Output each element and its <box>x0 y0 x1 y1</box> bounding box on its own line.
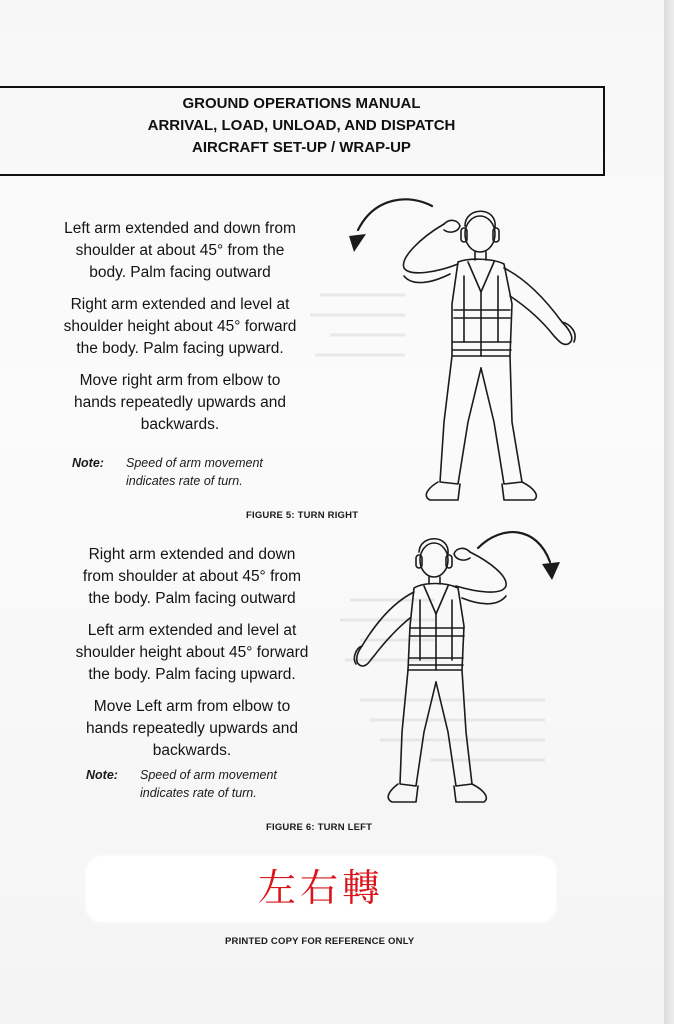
figure6-step-right-arm: Right arm extended and down from shoulder at about 45° from the body. Palm facing outward <box>82 546 302 607</box>
note-text: Speed of arm movement indicates rate of turn. <box>126 456 263 488</box>
figure6-caption: FIGURE 6: TURN LEFT <box>266 822 373 833</box>
note-label: Note: <box>72 456 104 470</box>
figure5-step-right-arm: Right arm extended and level at shoulder height about 45° forward the body. Palm facing upward. <box>63 296 297 357</box>
marshaller-turn-right-figure <box>340 192 580 512</box>
figure5-instructions <box>0 218 360 446</box>
note-label: Note: <box>86 768 118 782</box>
marshaller-turn-left-figure <box>352 522 592 822</box>
figure5-step-movement: Move right arm from elbow to hands repeatedly upwards and backwards. <box>74 372 286 433</box>
manual-header <box>0 86 605 176</box>
manual-title: GROUND OPERATIONS MANUAL <box>182 95 421 112</box>
figure6-instructions <box>12 544 372 772</box>
note-text: Speed of arm movement indicates rate of turn. <box>140 768 277 800</box>
figure6-step-movement: Move Left arm from elbow to hands repeatedly upwards and backwards. <box>86 698 298 759</box>
figure5-step-left-arm: Left arm extended and down from shoulder at about 45° from the body. Palm facing outward <box>64 220 296 281</box>
manual-subtitle: ARRIVAL, LOAD, UNLOAD, AND DISPATCH <box>147 117 456 134</box>
overlay-label-text: 左右轉 <box>257 866 384 910</box>
manual-section-title: AIRCRAFT SET-UP / WRAP-UP <box>192 139 411 156</box>
figure6-step-left-arm: Left arm extended and level at shoulder height about 45° forward the body. Palm facing upward. <box>75 622 309 683</box>
page-footer: PRINTED COPY FOR REFERENCE ONLY <box>225 936 415 947</box>
figure5-caption: FIGURE 5: TURN RIGHT <box>246 510 359 521</box>
page-edge <box>664 0 674 1024</box>
